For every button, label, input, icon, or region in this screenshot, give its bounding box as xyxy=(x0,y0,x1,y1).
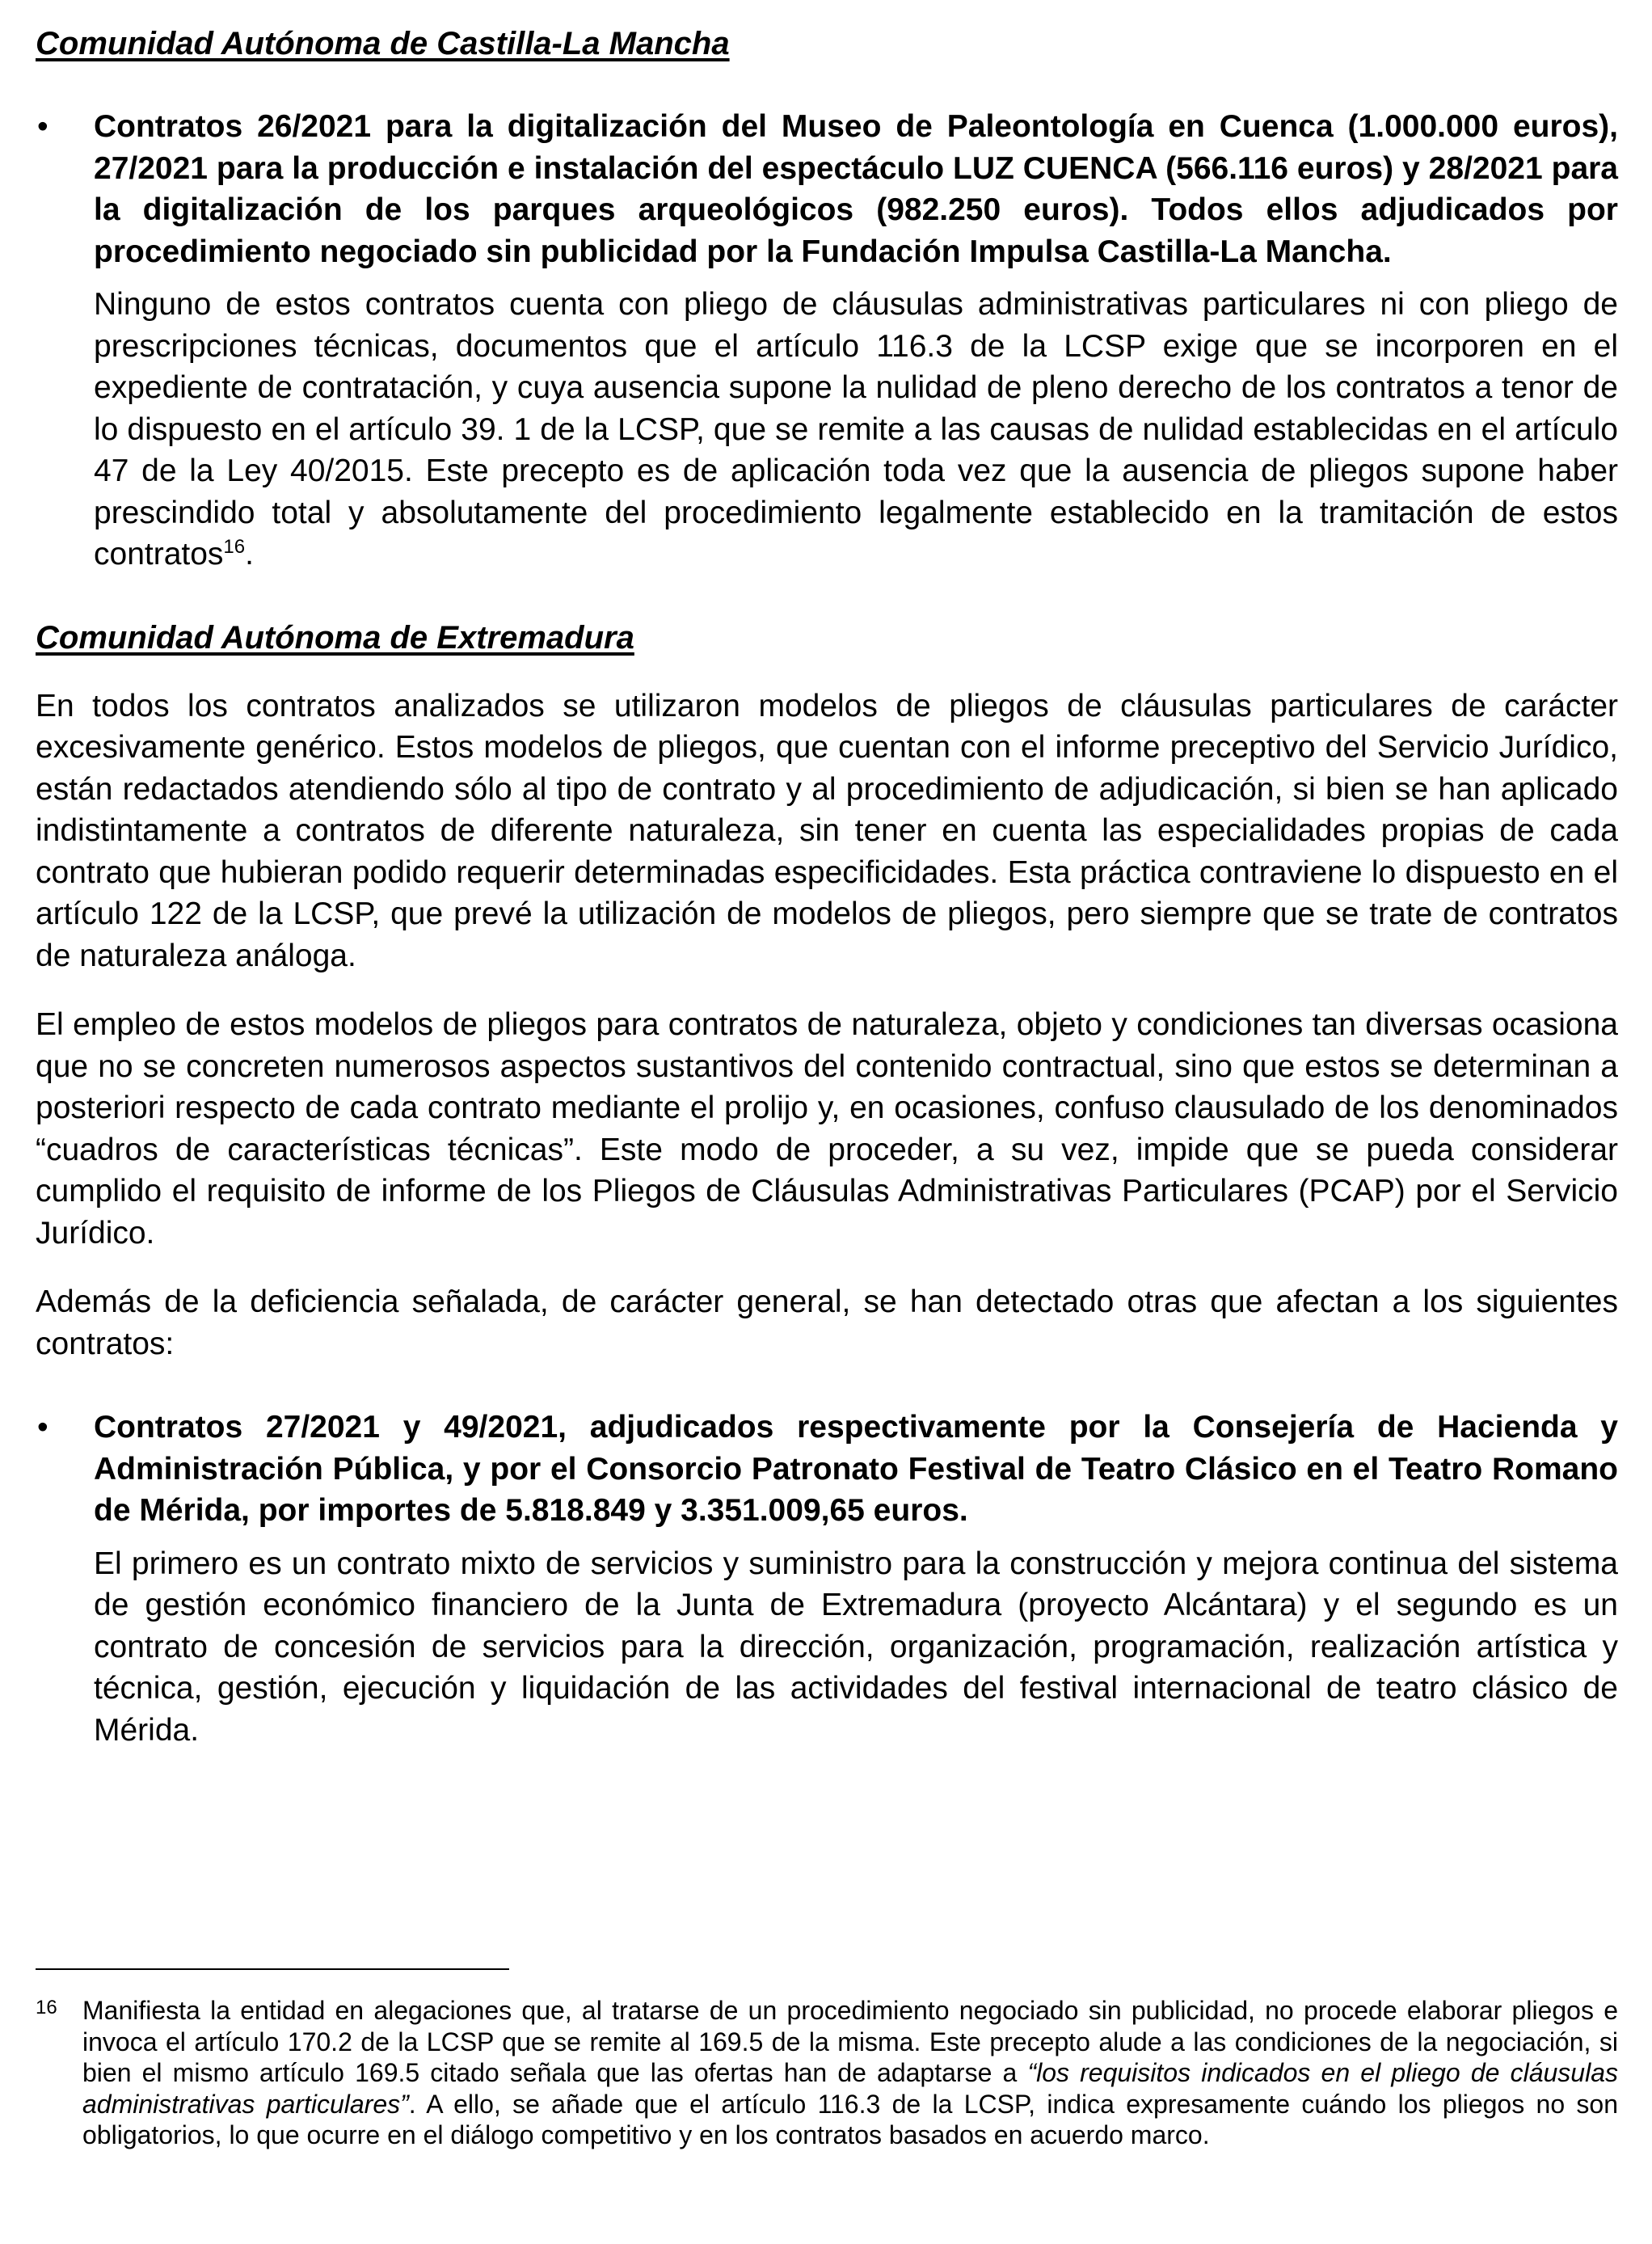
section-heading-extremadura: Comunidad Autónoma de Extremadura xyxy=(36,619,634,656)
bullet-paragraph-text: Ninguno de estos contratos cuenta con pliego de cláusulas administrativas particulares ni con pliego de prescripciones técnicas, documentos que el artículo 116.3 de la LCSP exige que se incorporen en el expediente de contratación, y cuya ausencia supone la nulidad de pleno derecho de los contratos a tenor de lo dispuesto en el artículo 39. 1 de la LCSP, que se remite a las causas de nulidad establecidas en el artículo 47 de la Ley 40/2015. Este precepto es de aplicación toda vez que la ausencia de pliegos supone haber prescindido total y absolutamente del procedimiento legalmente establecido en la tramitación de estos contratos xyxy=(94,287,1618,572)
footnote-16 xyxy=(36,1995,1618,2151)
bullet-title-castilla-contracts: Contratos 26/2021 para la digitalización del Museo de Paleontología en Cuenca (1.000.000 euros), 27/2021 para la producción e instalación del espectáculo LUZ CUENCA (566.116 euros) y 28/2021 para la digitalización de los parques arqueológicos (982.250 euros). Todos ellos adjudicados por procedimiento negociado sin publicidad por la Fundación Impulsa Castilla-La Mancha. xyxy=(94,109,1618,269)
paragraph-extremadura-other-deficiencies: Además de la deficiencia señalada, de carácter general, se han detectado otras que afectan a los siguientes contratos: xyxy=(36,1284,1618,1361)
footnote-reference-16[interactable]: 16 xyxy=(223,536,246,558)
footnote-separator xyxy=(36,1968,509,1970)
bullet-symbol: • xyxy=(37,109,48,144)
paragraph-extremadura-model-usage: El empleo de estos modelos de pliegos para contratos de naturaleza, objeto y condiciones tan diversas ocasiona que no se concreten numerosos aspectos sustantivos del contenido contractual, sino que estos se determinan a posteriori respecto de cada contrato mediante el prolijo y, en ocasiones, confuso clausulado de los denominados “cuadros de características técnicas”. Este modo de proceder, a su vez, impide que se pueda considerar cumplido el requisito de informe de los Pliegos de Cláusulas Administrativas Particulares (PCAP) por el Servicio Jurídico. xyxy=(36,1007,1618,1251)
footnote-quoted-text: “los requisitos indicados en el pliego de cláusulas administrativas particulares” xyxy=(82,2058,1618,2119)
bullet-paragraph-end: . xyxy=(245,537,254,572)
section-heading-castilla-la-mancha: Comunidad Autónoma de Castilla-La Mancha xyxy=(36,26,730,61)
bullet-paragraph-extremadura-description: El primero es un contrato mixto de servicios y suministro para la construcción y mejora continua del sistema de gestión económico financiero de la Junta de Extremadura (proyecto Alcántara) y el segundo es un contrato de concesión de servicios para la dirección, organización, programación, realización artística y técnica, gestión, ejecución y liquidación de las actividades del festival internacional de teatro clásico de Mérida. xyxy=(94,1546,1618,1748)
bullet-item-extremadura-contracts xyxy=(36,1407,1618,1751)
document-page xyxy=(36,23,1618,1751)
footnote-number: 16 xyxy=(36,1997,57,2018)
footnote-text-part-a: Manifiesta la entidad en alegaciones que, al tratarse de un procedimiento negociado sin publicidad, no procede elaborar pliegos e invoca el artículo 170.2 de la LCSP que se remite al 169.5 de la misma. Este precepto alude a las condiciones de la negociación, si bien el mismo artículo 169.5 citado señala que las ofertas han de adaptarse a xyxy=(82,1996,1618,2087)
bullet-title-extremadura-contracts: Contratos 27/2021 y 49/2021, adjudicados respectivamente por la Consejería de Hacienda y Administración Pública, y por el Consorcio Patronato Festival de Teatro Clásico en el Teatro Romano de Mérida, por importes de 5.818.849 y 3.351.009,65 euros. xyxy=(94,1410,1618,1528)
footnote-text xyxy=(82,1995,1618,2151)
bullet-item-castilla-contracts xyxy=(36,106,1618,576)
bullet-symbol: • xyxy=(37,1410,48,1445)
paragraph-extremadura-generic-models: En todos los contratos analizados se utilizaron modelos de pliegos de cláusulas particulares de carácter excesivamente genérico. Estos modelos de pliegos, que cuentan con el informe preceptivo del Servicio Jurídico, están redactados atendiendo sólo al tipo de contrato y al procedimiento de adjudicación, si bien se han aplicado indistintamente a contratos de diferente naturaleza, sin tener en cuenta las especialidades propias de cada contrato que hubieran podido requerir determinadas especificidades. Esta práctica contraviene lo dispuesto en el artículo 122 de la LCSP, que prevé la utilización de modelos de pliegos, pero siempre que se trate de contratos de naturaleza análoga. xyxy=(36,688,1618,973)
footnote-text-part-b: . A ello, se añade que el artículo 116.3 de la LCSP, indica expresamente cuándo los pliegos no son obligatorios, lo que ocurre en el diálogo competitivo y en los contratos basados en acuerdo marco. xyxy=(82,2089,1619,2149)
bullet-paragraph-castilla-nullity xyxy=(94,284,1618,576)
